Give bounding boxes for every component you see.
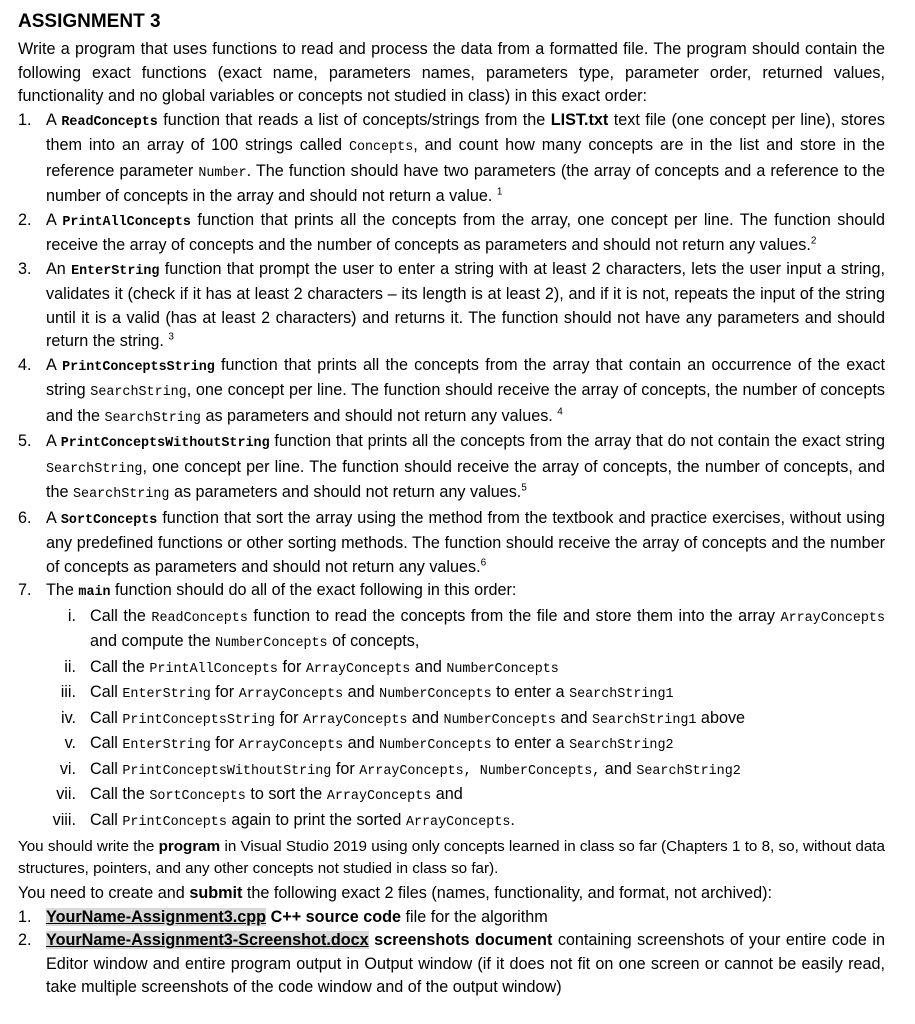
intro-paragraph: Write a program that uses functions to read and process the data from a formatted file. The program should contain the following exact functions (exact name, parameters names, parameters type, parameter order, returned values, functionality and no global variables or concepts not studied in class) in this exact order: — [18, 40, 885, 105]
file-item: 1. YourName-Assignment3.cpp C++ source code file for the algorithm — [18, 907, 548, 926]
file-name: YourName-Assignment3-Screenshot.docx — [46, 931, 369, 949]
list-item: 3. An EnterString function that prompt the user to enter a string with at least 2 characters, lets the user input a string, validates it (check if it has at least 2 characters – its length is at least 2), and if it is not, repeats the input of the string until it is a valid (has at least 2 characters) and returns it. The function should not have any parameters and should return the string. $^3$ — [18, 259, 885, 350]
assignment-title: ASSIGNMENT 3 — [18, 11, 161, 32]
step-item: viii. Call PrintConcepts again to print the sorted ArrayConcepts. — [52, 810, 515, 830]
function-name: PrintAllConcepts — [62, 214, 191, 230]
list-item: 4. A PrintConceptsString function that prints all the concepts from the array that contain an occurrence of the exact string SearchString, one concept per line. The function should receive the array of concepts, the number of concepts and the SearchString as parameters and should not return any values. $^4$ — [18, 355, 885, 426]
footnote-ref: 6 — [480, 557, 487, 569]
submit-paragraph: You need to create and submit the following exact 2 files (names, functionality, and format, not archived): — [18, 884, 773, 902]
list-item: 6. A SortConcepts function that sort the array using the method from the textbook and practice exercises, without using any predefined functions or other sorting methods. The function should receive the array of concepts and the number of concepts as parameters and should not return any values.$^6$ — [18, 508, 885, 576]
main-steps-list — [46, 605, 885, 835]
file-name: YourName-Assignment3.cpp — [46, 907, 267, 926]
footnote-ref: 3 — [168, 331, 174, 343]
function-name: ReadConcepts — [61, 114, 158, 130]
function-name: PrintConceptsWithoutString — [60, 436, 270, 451]
note-paragraph: You should write the program in Visual Studio 2019 using only concepts learned in class so far (Chapters 1 to 8, so, without data structures, pointers, and any other concepts not studied in class so far). — [18, 838, 885, 877]
files-list — [18, 906, 885, 1000]
function-name: main — [78, 585, 111, 600]
step-item: v. Call EnterString for ArrayConcepts and NumberConcepts to enter a SearchString2 — [64, 734, 674, 753]
step-item: iv. Call PrintConceptsString for ArrayConcepts and NumberConcepts and SearchString1 above — [61, 708, 746, 728]
footnote-ref: 4 — [557, 406, 563, 418]
step-item: vi. Call PrintConceptsWithoutString for ArrayConcepts, NumberConcepts, and SearchString2 — [59, 759, 741, 779]
footnote-ref: 5 — [521, 482, 527, 494]
function-name: PrintConceptsString — [62, 359, 215, 375]
footnote-ref: 2 — [810, 235, 817, 247]
function-name: EnterString — [71, 263, 160, 279]
list-item: 7. The main function should do all of the exact following in this order: i. Call the ReadConcepts function to read the concepts from the file and store them into the array ArrayConcepts and compute the NumberConcepts of concepts, ii. Call the PrintAllConcepts for ArrayConcepts and NumberConcepts iii. Call EnterString for ArrayConcepts and NumberConcepts to enter a SearchString1 iv. Call PrintConceptsString for ArrayConcepts and NumberConcepts and SearchString1 above v. Call EnterString for ArrayConcepts and NumberConcepts to enter a SearchString2 vi. Call PrintConceptsWithoutString for ArrayConcepts, NumberConcepts, and SearchString2 vii. Call the SortConcepts to sort the ArrayConcepts and viii. Call PrintConcepts again to print the sorted ArrayConcepts. — [18, 579, 885, 834]
file-item: 2. YourName-Assignment3-Screenshot.docx screenshots document containing screenshots of your entire code in Editor window and entire program output in Output window (if it does not fit on one screen or cannot be easily read, take multiple screenshots of the code window and of the output window) — [18, 931, 886, 996]
function-list — [18, 109, 885, 835]
footnote-ref: 1 — [496, 186, 503, 198]
step-item: vii. Call the SortConcepts to sort the ArrayConcepts and — [56, 785, 463, 804]
list-item: 2. A PrintAllConcepts function that prints all the concepts from the array, one concept per line. The function should receive the array of concepts and the number of concepts as parameters and should not return any values.$^2$ — [18, 210, 885, 254]
function-name: SortConcepts — [60, 512, 158, 528]
list-item: 1. A ReadConcepts function that reads a list of concepts/strings from the LIST.txt text file (one concept per line), stores them into an array of 100 strings called Concepts, and count how many concepts are in the list and store in the reference parameter Number. The function should have two parameters (the array of concepts and a reference to the number of concepts in the array and should not return a value. $^1$ — [18, 110, 885, 205]
list-item: 5. A PrintConceptsWithoutString function that prints all the concepts from the array that do not contain the exact string SearchString, one concept per line. The function should receive the array of concepts, the number of concepts, and the SearchString as parameters and should not return any values.$^5$ — [18, 432, 886, 502]
step-item: iii. Call EnterString for ArrayConcepts and NumberConcepts to enter a SearchString1 — [60, 683, 674, 702]
file-name: LIST.txt — [550, 110, 609, 129]
step-item: ii. Call the PrintAllConcepts for ArrayConcepts and NumberConcepts — [64, 657, 559, 677]
step-item: i. Call the ReadConcepts function to read the concepts from the file and store them into the array ArrayConcepts and compute the NumberConcepts of concepts, — [67, 606, 885, 651]
